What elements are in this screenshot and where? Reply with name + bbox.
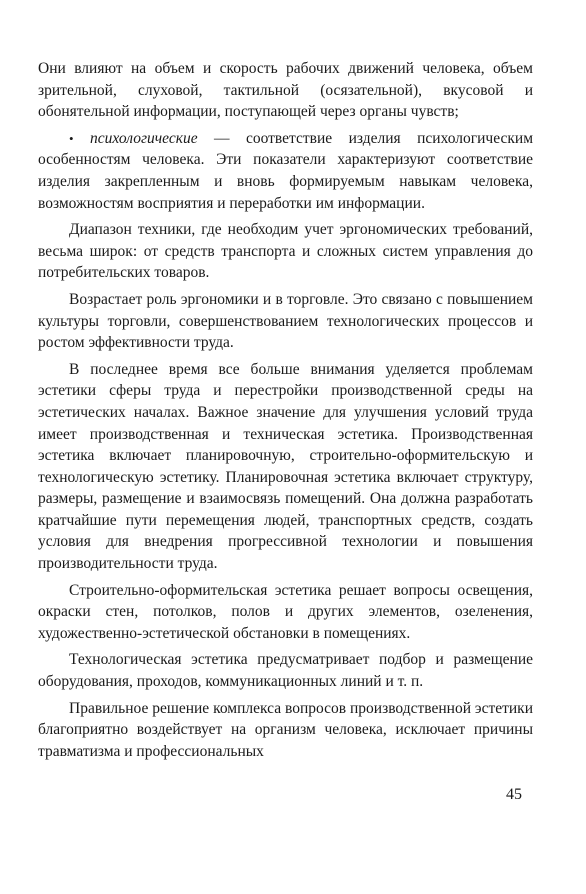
paragraph-7: Технологическая эстетика предусматривает подбор и размещение оборудования, проходов, коммуникационных линий и т. п. [38, 651, 533, 691]
page-number: 45 [506, 786, 522, 803]
bullet-text: соответствие изделия психологическим особенностям человека. Эти показатели характеризуют соответствие изделия закрепленным и вновь формируемым навыкам человека, возможностям восприятия и переработки им информации. [38, 129, 533, 212]
paragraph-8: Правильное решение комплекса вопросов производственной эстетики благоприятно воздействует на организм человека, исключает причины травматизма и профессиональных [38, 699, 533, 760]
page-body [38, 58, 533, 767]
bullet-dash: — [214, 129, 230, 147]
paragraph-bullet [38, 128, 533, 214]
paragraph-4: Возрастает роль эргономики и в торговле. Это связано с повышением культуры торговли, совершенствованием технологических процессов и ростом эффективности труда. [38, 290, 533, 352]
paragraph-1: Они влияют на объем и скорость рабочих движений человека, объем зрительной, слуховой, тактильной (осязательной), вкусовой и обонятельной информации, поступающей через органы чувств; [38, 60, 533, 121]
paragraph-3: Диапазон техники, где необходим учет эргономических требований, весьма широк: от средств транспорта и сложных систем управления до потребительских товаров. [38, 221, 533, 282]
paragraph-5: В последнее время все больше внимания уделяется проблемам эстетики сферы труда и перестройки производственной среды на эстетических началах. Важное значение для улучшения условий труда имеет производственная и техническая эстетика. Производственная эстетика включает планировочную, строительно-оформительскую и технологическую эстетику. Планировочная эстетика включает структуру, размеры, размещение и взаимосвязь помещений. Она должна разработать кратчайшие пути перемещения людей, транспортных средств, создать условия для внедрения прогрессивной технологии и повышения производительности труда. [38, 360, 533, 573]
bullet-icon: • [69, 130, 74, 146]
paragraph-6: Строительно-оформительская эстетика решает вопросы освещения, окраски стен, потолков, полов и других элементов, озеленения, художественно-эстетической обстановки в помещениях. [38, 581, 533, 642]
bullet-term: психологические [90, 129, 198, 147]
